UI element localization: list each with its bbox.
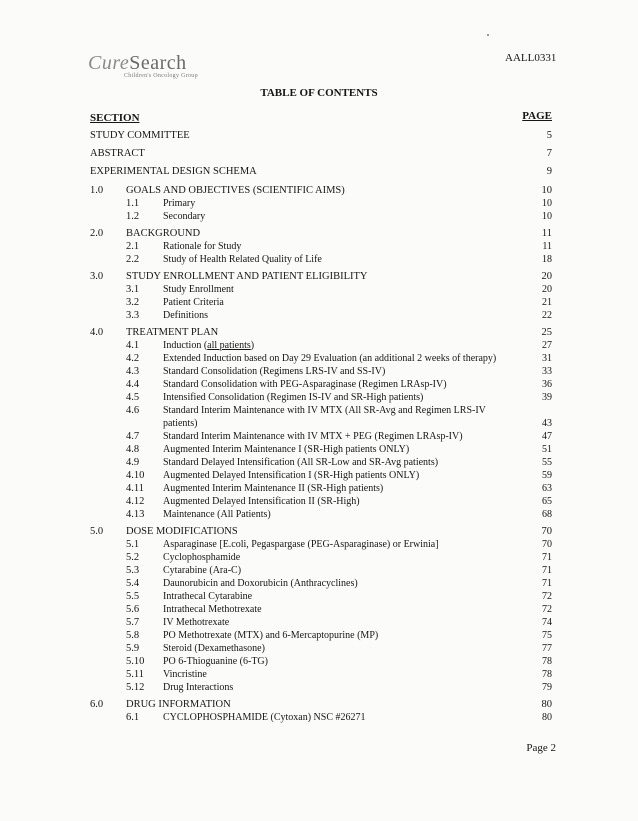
toc-entry-title: Standard Delayed Intensification (All SR-Low and SR-Avg patients) xyxy=(163,457,439,468)
toc-entry-title: Intensified Consolidation (Regimen IS-IV and SR-High patients) xyxy=(163,392,424,403)
toc-entry xyxy=(0,711,638,724)
toc-entry-page: 25 xyxy=(541,327,552,338)
toc-entry-title: Standard Interim Maintenance with IV MTX (All SR-Avg and Regimen LRS-IV xyxy=(163,405,486,416)
toc-entry-page: 10 xyxy=(542,198,552,209)
toc-entry-number: 4.1 xyxy=(126,340,140,351)
toc-entry-title: Study Enrollment xyxy=(163,284,234,295)
toc-entry xyxy=(0,495,638,508)
toc-entry-title: ABSTRACT xyxy=(90,148,145,159)
toc-entry xyxy=(0,283,638,296)
toc-entry-page: 5 xyxy=(546,130,552,141)
toc-entry-title: Vincristine xyxy=(163,669,207,680)
toc-entry-number: 1.0 xyxy=(90,185,104,196)
toc-entry-page: 20 xyxy=(541,271,552,282)
page-number: Page 2 xyxy=(526,742,556,754)
toc-entry xyxy=(0,417,638,430)
toc-entry-title: Augmented Delayed Intensification I (SR-High patients ONLY) xyxy=(163,470,420,481)
toc-entry-page: 70 xyxy=(541,526,552,537)
toc-entry-number: 5.9 xyxy=(126,643,140,654)
toc-entry-page: 72 xyxy=(542,591,552,602)
toc-entry-page: 65 xyxy=(542,496,552,507)
toc-entry-title: Maintenance (All Patients) xyxy=(163,509,271,520)
toc-entry-title: patients) xyxy=(163,418,198,429)
toc-entry xyxy=(0,616,638,629)
page-title: TABLE OF CONTENTS xyxy=(260,87,378,99)
toc-entry-number: 4.11 xyxy=(126,483,144,494)
toc-entry xyxy=(0,365,638,378)
toc-entry-number: 2.0 xyxy=(90,228,104,239)
toc-entry xyxy=(0,629,638,642)
toc-entry-title: Induction (all patients) xyxy=(163,340,255,351)
toc-entry-number: 2.2 xyxy=(126,254,140,265)
toc-entry-page: 78 xyxy=(542,656,552,667)
toc-entry xyxy=(0,147,638,160)
toc-entry-title: DRUG INFORMATION xyxy=(126,699,231,710)
toc-entry xyxy=(0,309,638,322)
toc-entry-page: 39 xyxy=(542,392,552,403)
toc-entry-page: 11 xyxy=(541,228,552,239)
toc-entry-title: Augmented Interim Maintenance I (SR-High patients ONLY) xyxy=(163,444,410,455)
toc-entry-page: 22 xyxy=(542,310,552,321)
toc-entry-number: 4.9 xyxy=(126,457,140,468)
toc-entry-number: 6.1 xyxy=(126,712,140,723)
toc-entry-title: PO 6-Thioguanine (6-TG) xyxy=(163,656,268,667)
toc-entry-number: 3.3 xyxy=(126,310,140,321)
toc-entry xyxy=(0,391,638,404)
toc-entry-title: Standard Consolidation (Regimens LRS-IV and SS-IV) xyxy=(163,366,386,377)
toc-entry xyxy=(0,456,638,469)
toc-entry xyxy=(0,681,638,694)
toc-entry xyxy=(0,590,638,603)
toc-entry-title: IV Methotrexate xyxy=(163,617,230,628)
toc-entry-title: Augmented Delayed Intensification II (SR-High) xyxy=(163,496,360,507)
toc-entry-page: 51 xyxy=(542,444,552,455)
toc-entry-number: 5.12 xyxy=(126,682,145,693)
section-column-header: SECTION xyxy=(90,112,140,124)
logo-cure-text: Cure xyxy=(88,52,130,74)
toc-entry-title: Asparaginase [E.coli, Pegaspargase (PEG-Asparaginase) or Erwinia] xyxy=(163,539,439,550)
toc-entry-title: STUDY COMMITTEE xyxy=(90,130,190,141)
toc-entry-title: CYCLOPHOSPHAMIDE (Cytoxan) NSC #26271 xyxy=(163,712,366,723)
toc-entry-page: 77 xyxy=(542,643,552,654)
toc-entry xyxy=(0,655,638,668)
toc-entry-page: 71 xyxy=(542,565,552,576)
toc-entry-title: Intrathecal Cytarabine xyxy=(163,591,253,602)
curesearch-logo xyxy=(88,52,187,75)
toc-entry-page: 9 xyxy=(546,166,552,177)
toc-entry-number: 5.0 xyxy=(90,526,104,537)
toc-entry-title: Definitions xyxy=(163,310,208,321)
toc-entry-title: Patient Criteria xyxy=(163,297,224,308)
toc-entry-number: 5.10 xyxy=(126,656,145,667)
toc-entry-page: 27 xyxy=(542,340,552,351)
toc-entry-page: 71 xyxy=(542,578,552,589)
toc-entry-title: BACKGROUND xyxy=(126,228,201,239)
toc-entry-page: 72 xyxy=(542,604,552,615)
toc-entry-number: 5.11 xyxy=(126,669,144,680)
toc-entry-number: 4.3 xyxy=(126,366,140,377)
toc-entry-page: 33 xyxy=(542,366,552,377)
toc-entry xyxy=(0,227,638,240)
toc-entry xyxy=(0,508,638,521)
toc-entry-number: 5.2 xyxy=(126,552,140,563)
toc-entry-number: 5.3 xyxy=(126,565,140,576)
toc-entry-page: 31 xyxy=(542,353,552,364)
toc-entry-number: 1.1 xyxy=(126,198,140,209)
toc-entry-number: 4.5 xyxy=(126,392,140,403)
toc-entry-number: 5.7 xyxy=(126,617,140,628)
toc-entry xyxy=(0,270,638,283)
toc-entry-page: 18 xyxy=(542,254,552,265)
toc-entry xyxy=(0,184,638,197)
toc-entry-number: 5.6 xyxy=(126,604,140,615)
toc-entry xyxy=(0,469,638,482)
toc-entry-page: 20 xyxy=(542,284,552,295)
toc-entry-title: Standard Consolidation with PEG-Asparaginase (Regimen LRAsp-IV) xyxy=(163,379,447,390)
toc-entry xyxy=(0,296,638,309)
toc-entry-page: 36 xyxy=(542,379,552,390)
toc-entry-title: Primary xyxy=(163,198,196,209)
toc-entry-title: Extended Induction based on Day 29 Evaluation (an additional 2 weeks of therapy) xyxy=(163,353,497,364)
toc-entry-title: Steroid (Dexamethasone) xyxy=(163,643,265,654)
toc-entry-number: 4.10 xyxy=(126,470,145,481)
toc-entry-title: DOSE MODIFICATIONS xyxy=(126,526,238,537)
toc-entry-page: 80 xyxy=(541,699,552,710)
toc-entry-number: 4.8 xyxy=(126,444,140,455)
toc-entry xyxy=(0,197,638,210)
toc-entry xyxy=(0,240,638,253)
toc-entry-title: Drug Interactions xyxy=(163,682,234,693)
toc-entry xyxy=(0,538,638,551)
toc-entry-title: EXPERIMENTAL DESIGN SCHEMA xyxy=(90,166,257,177)
toc-entry-number: 3.1 xyxy=(126,284,140,295)
toc-entry-number: 5.5 xyxy=(126,591,140,602)
toc-entry-number: 5.4 xyxy=(126,578,140,589)
toc-entry-page: 47 xyxy=(542,431,552,442)
toc-entry xyxy=(0,165,638,178)
toc-entry xyxy=(0,564,638,577)
toc-entry-number: 5.1 xyxy=(126,539,140,550)
toc-entry-page: 68 xyxy=(542,509,552,520)
toc-entry-number: 4.6 xyxy=(126,405,140,416)
toc-entry-title: Secondary xyxy=(163,211,206,222)
toc-entry-title: Daunorubicin and Doxorubicin (Anthracyclines) xyxy=(163,578,358,589)
toc-entry xyxy=(0,603,638,616)
toc-entry-page: 11 xyxy=(542,241,552,252)
toc-entry-title: STUDY ENROLLMENT AND PATIENT ELIGIBILITY xyxy=(126,271,368,282)
toc-entry-page: 71 xyxy=(542,552,552,563)
toc-entry-title: Rationale for Study xyxy=(163,241,242,252)
toc-entry-page: 21 xyxy=(542,297,552,308)
toc-entry-page: 55 xyxy=(542,457,552,468)
toc-entry xyxy=(0,525,638,538)
toc-entry-title: Cyclophosphamide xyxy=(163,552,241,563)
toc-entry-page: 10 xyxy=(541,185,552,196)
toc-entry-page: 59 xyxy=(542,470,552,481)
toc-entry-page: 79 xyxy=(542,682,552,693)
toc-entry-number: 4.12 xyxy=(126,496,145,507)
toc-entry-page: 7 xyxy=(546,148,552,159)
toc-entry xyxy=(0,642,638,655)
toc-entry-page: 63 xyxy=(542,483,552,494)
toc-entry-page: 74 xyxy=(542,617,552,628)
toc-entry-page: 70 xyxy=(542,539,552,550)
logo-search-text: Search xyxy=(129,52,187,74)
toc-entry-page: 43 xyxy=(542,418,552,429)
toc-entry-title: TREATMENT PLAN xyxy=(126,327,219,338)
toc-entry xyxy=(0,253,638,266)
toc-entry-number: 4.0 xyxy=(90,327,104,338)
toc-entry xyxy=(0,352,638,365)
page-column-header: PAGE xyxy=(522,110,552,122)
toc-entry-number: 6.0 xyxy=(90,699,104,710)
toc-entry-number: 4.13 xyxy=(126,509,145,520)
toc-entry-title: Augmented Interim Maintenance II (SR-High patients) xyxy=(163,483,384,494)
toc-entry-page: 80 xyxy=(542,712,552,723)
toc-entry-number: 1.2 xyxy=(126,211,140,222)
toc-entry-title: Cytarabine (Ara-C) xyxy=(163,565,242,576)
toc-entry-number: 3.2 xyxy=(126,297,140,308)
toc-entry xyxy=(0,482,638,495)
toc-entry-page: 10 xyxy=(542,211,552,222)
speck-mark xyxy=(487,34,489,36)
toc-entry-number: 4.7 xyxy=(126,431,140,442)
toc-entry xyxy=(0,443,638,456)
toc-entry-title: Intrathecal Methotrexate xyxy=(163,604,262,615)
toc-entry-number: 4.4 xyxy=(126,379,140,390)
toc-entry xyxy=(0,339,638,352)
toc-entry-title: GOALS AND OBJECTIVES (SCIENTIFIC AIMS) xyxy=(126,185,345,196)
toc-entry xyxy=(0,551,638,564)
toc-entry xyxy=(0,430,638,443)
toc-entry-title: Standard Interim Maintenance with IV MTX + PEG (Regimen LRAsp-IV) xyxy=(163,431,463,442)
toc-entry xyxy=(0,668,638,681)
toc-entry xyxy=(0,698,638,711)
toc-entry xyxy=(0,129,638,142)
toc-entry xyxy=(0,326,638,339)
document-id: AALL0331 xyxy=(505,52,557,64)
toc-entry-number: 3.0 xyxy=(90,271,104,282)
toc-entry xyxy=(0,404,638,417)
toc-entry-title: PO Methotrexate (MTX) and 6-Mercaptopurine (MP) xyxy=(163,630,379,641)
toc-entry xyxy=(0,378,638,391)
toc-entry-number: 5.8 xyxy=(126,630,140,641)
toc-entry xyxy=(0,210,638,223)
logo-subtitle: Children's Oncology Group xyxy=(124,73,198,79)
toc-entry-number: 2.1 xyxy=(126,241,140,252)
toc-entry-page: 75 xyxy=(542,630,552,641)
toc-entry-page: 78 xyxy=(542,669,552,680)
toc-entry-number: 4.2 xyxy=(126,353,140,364)
toc-entry xyxy=(0,577,638,590)
toc-entry-title: Study of Health Related Quality of Life xyxy=(163,254,322,265)
